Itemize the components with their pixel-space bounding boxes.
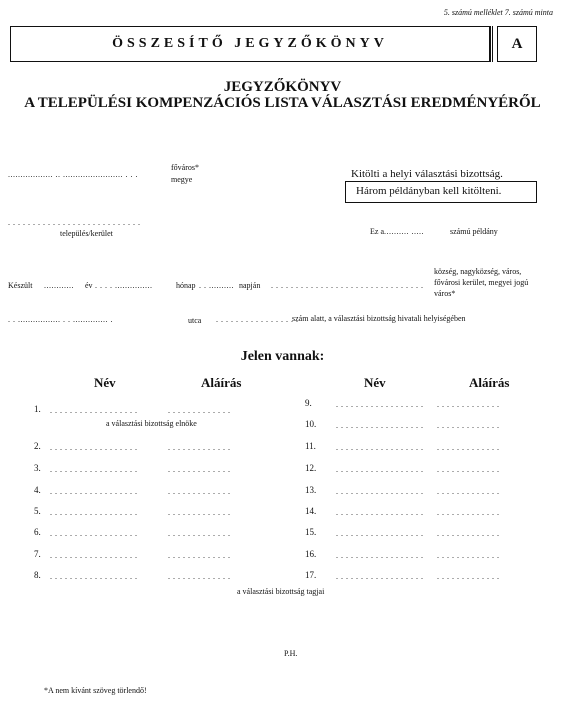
name-header-left: Név [94,375,116,390]
member-name-field[interactable]: . . . . . . . . . . . . . . . . . . [336,572,424,581]
address-field-1[interactable]: . . ................. . . .............. . [8,315,113,324]
member-signature-field[interactable]: . . . . . . . . . . . . . [437,400,500,409]
row-number: 13. [305,485,317,495]
row-number: 3. [34,463,41,473]
header-divider [490,26,493,62]
house-number-field[interactable]: . . . . . . . . . . . . . . . . . [216,315,299,324]
place-field[interactable]: . . . . . . . . . . . . . . . . . . . . . . . . . . . . . . . [271,281,424,290]
copies-note: Három példányban kell kitölteni. [356,185,502,197]
month-field[interactable]: . . . . ............... [95,281,153,290]
street-label: utca [188,316,202,325]
made-label: Készült [8,281,33,290]
day-field[interactable]: . . .......... [199,281,234,290]
member-signature-field[interactable]: . . . . . . . . . . . . . [437,508,500,517]
row-number: 6. [34,527,41,537]
row-number: 4. [34,485,41,495]
member-signature-field[interactable]: . . . . . . . . . . . . . [437,421,500,430]
member-signature-field[interactable]: . . . . . . . . . . . . . [437,443,500,452]
member-signature-field[interactable]: . . . . . . . . . . . . . [168,406,231,415]
member-name-field[interactable]: . . . . . . . . . . . . . . . . . . [336,551,424,560]
member-name-field[interactable]: . . . . . . . . . . . . . . . . . . [50,465,138,474]
month-label: hónap [176,281,196,290]
member-name-field[interactable]: . . . . . . . . . . . . . . . . . . [50,487,138,496]
annex-note: 5. számú melléklet 7. számú minta [443,8,553,17]
year-field[interactable]: ............ [44,281,74,290]
members-label: a választási bizottság tagjai [237,587,325,596]
member-signature-field[interactable]: . . . . . . . . . . . . . [168,529,231,538]
footnote: *A nem kívánt szöveg törlendő! [44,686,147,695]
member-signature-field[interactable]: . . . . . . . . . . . . . [168,572,231,581]
member-name-field[interactable]: . . . . . . . . . . . . . . . . . . [336,508,424,517]
member-signature-field[interactable]: . . . . . . . . . . . . . [168,465,231,474]
row-number: 2. [34,441,41,451]
row-number: 8. [34,570,41,580]
place-types-line1: község, nagyközség, város, [434,267,522,276]
row-number: 15. [305,527,317,537]
capital-option: főváros* [171,163,199,172]
address-text: szám alatt, a választási bizottság hivatali helyiségében [292,314,466,323]
member-signature-field[interactable]: . . . . . . . . . . . . . [437,529,500,538]
copy-number-prefix: Ez a [370,227,384,236]
row-number: 11. [305,441,316,451]
fill-note: Kitölti a helyi választási bizottság. [351,168,503,180]
member-name-field[interactable]: . . . . . . . . . . . . . . . . . . [50,572,138,581]
member-signature-field[interactable]: . . . . . . . . . . . . . [437,572,500,581]
member-name-field[interactable]: . . . . . . . . . . . . . . . . . . [336,465,424,474]
place-types-line3: város* [434,289,456,298]
settlement-label: település/kerület [60,229,113,238]
county-option: megye [171,175,193,184]
member-name-field[interactable]: . . . . . . . . . . . . . . . . . . [336,421,424,430]
member-name-field[interactable]: . . . . . . . . . . . . . . . . . . [336,487,424,496]
name-header-right: Név [364,375,386,390]
header-title: ÖSSZESÍTŐ JEGYZŐKÖNYV [112,36,388,51]
member-name-field[interactable]: . . . . . . . . . . . . . . . . . . [50,406,138,415]
row-number: 7. [34,549,41,559]
member-signature-field[interactable]: . . . . . . . . . . . . . [437,465,500,474]
day-label: napján [239,281,261,290]
copy-number-suffix: számú példány [450,227,498,236]
row-number: 16. [305,549,317,559]
row-number: 10. [305,419,317,429]
member-name-field[interactable]: . . . . . . . . . . . . . . . . . . [336,400,424,409]
document-title: JEGYZŐKÖNYV [223,79,342,95]
signature-header-left: Aláírás [201,375,242,390]
member-signature-field[interactable]: . . . . . . . . . . . . . [168,551,231,560]
member-signature-field[interactable]: . . . . . . . . . . . . . [168,508,231,517]
member-name-field[interactable]: . . . . . . . . . . . . . . . . . . [50,508,138,517]
member-name-field[interactable]: . . . . . . . . . . . . . . . . . . [50,529,138,538]
row-number: 12. [305,463,317,473]
member-name-field[interactable]: . . . . . . . . . . . . . . . . . . [336,443,424,452]
member-signature-field[interactable]: . . . . . . . . . . . . . [437,487,500,496]
member-name-field[interactable]: . . . . . . . . . . . . . . . . . . [336,529,424,538]
row-number: 9. [305,398,312,408]
member-signature-field[interactable]: . . . . . . . . . . . . . [437,551,500,560]
member-name-field[interactable]: . . . . . . . . . . . . . . . . . . [50,443,138,452]
member-name-field[interactable]: . . . . . . . . . . . . . . . . . . [50,551,138,560]
row-number: 17. [305,570,317,580]
settlement-field[interactable]: . . . . . . . . . . . . . . . . . . . . . . . . . . . [8,218,141,227]
copy-number-field[interactable]: .......... ..... [384,227,424,236]
member-signature-field[interactable]: . . . . . . . . . . . . . [168,487,231,496]
document-subtitle: A TELEPÜLÉSI KOMPENZÁCIÓS LISTA VÁLASZTÁSI EREDMÉNYÉRŐL [24,95,541,111]
row-number: 5. [34,506,41,516]
chair-label: a választási bizottság elnöke [106,419,197,428]
form-letter-box: A [497,26,537,62]
member-signature-field[interactable]: . . . . . . . . . . . . . [168,443,231,452]
row-number: 1. [34,404,41,414]
stamp-mark: P.H. [284,649,298,658]
year-label: év [85,281,93,290]
capital-county-field[interactable]: .................. .. ........................ . . . [8,170,138,179]
signature-header-right: Aláírás [469,375,510,390]
row-number: 14. [305,506,317,516]
place-types-line2: fővárosi kerület, megyei jogú [434,278,529,287]
present-heading: Jelen vannak: [240,349,325,364]
